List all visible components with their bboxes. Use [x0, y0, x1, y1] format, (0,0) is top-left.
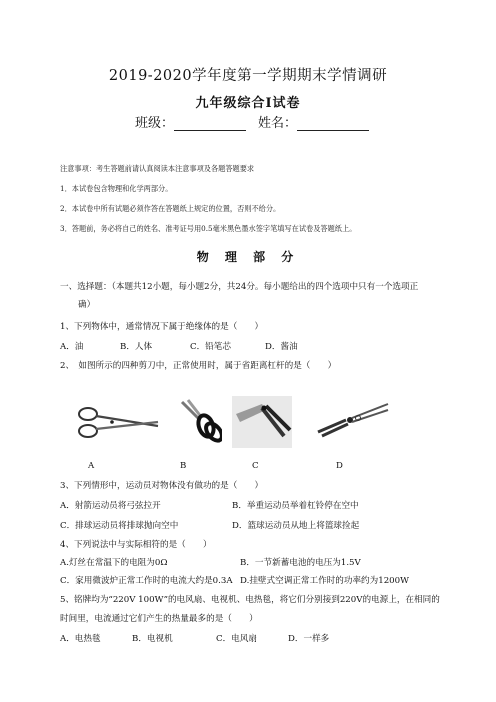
exam-subtitle: 九年级综合Ⅰ试卷 — [195, 96, 301, 111]
hedge-shears-icon — [316, 398, 390, 438]
q4-option-a: A.灯丝在常温下的电阻为0Ω — [60, 558, 168, 568]
q3-option-d: D．篮球运动员从地上将篮球捡起 — [232, 521, 360, 531]
q2-label-b: B — [180, 461, 187, 471]
notice-item: 1．本试卷包含物理和化学两部分。 — [60, 184, 173, 193]
notice-item: 2．本试卷中所有试题必须作答在答题纸上规定的位置，否则不给分。 — [60, 204, 281, 213]
q5-option-d: D．一样多 — [288, 634, 330, 644]
q4-option-d: D.挂壁式空调正常工作时的功率约为1200W — [240, 576, 409, 586]
q5-option-c: C．电风扇 — [216, 634, 257, 644]
q3-option-c: C．排球运动员将排球抛向空中 — [60, 521, 179, 531]
q4-option-c: C．家用微波炉正常工作时的电流大约是0.3A — [60, 576, 233, 586]
notice-item: 3．答题前，务必将自己的姓名、准考证号用0.5毫米黑色墨水签字笔填写在试卷及答题纸上。 — [60, 224, 357, 233]
q1-option-d: D．酱油 — [265, 342, 298, 352]
q2-label-d: D — [336, 461, 343, 471]
q5-option-b: B．电视机 — [132, 634, 173, 644]
q4-option-b: B．一节新蓄电池的电压为1.5V — [240, 558, 361, 568]
tin-snips-icon — [232, 396, 292, 448]
q1-option-b: B．人体 — [120, 342, 153, 352]
question-1-stem: 1、下列物体中，通常情况下属于绝缘体的是（ ） — [60, 322, 264, 332]
part-heading: 一、选择题：（本题共12小题，每小题2分，共24分。每小题给出的四个选项中只有一个选项正 — [60, 282, 419, 292]
question-5-stem-cont: 时间里，电流通过它们产生的热量最多的是（ ） — [60, 614, 258, 624]
name-label: 姓名： — [258, 116, 298, 131]
q2-label-a: A — [88, 461, 95, 471]
notice-heading: 注意事项：考生答题前请认真阅读本注意事项及各题答题要求 — [60, 164, 255, 173]
q3-option-a: A．射箭运动员将弓弦拉开 — [60, 501, 161, 511]
q5-option-a: A．电热毯 — [60, 634, 101, 644]
question-4-stem: 4、下列说法中与实际相符的是（ ） — [60, 540, 212, 550]
part-heading-cont: 确） — [78, 300, 96, 310]
class-field — [135, 112, 246, 131]
q3-option-b: B．举重运动员举着杠铃停在空中 — [232, 501, 359, 511]
scissors-icon — [76, 402, 160, 442]
q1-option-c: C．铅笔芯 — [190, 342, 231, 352]
question-2-stem: 2、 如图所示的四种剪刀中，正常使用时，属于省距离杠杆的是（ ） — [60, 361, 337, 371]
class-label: 班级： — [135, 116, 175, 131]
exam-title: 2019-2020学年度第一学期期末学情调研 — [108, 68, 388, 84]
q1-option-a: A．油 — [60, 342, 84, 352]
q2-label-c: C — [252, 461, 259, 471]
name-field — [258, 112, 369, 131]
name-blank — [297, 116, 369, 131]
section-title: 物 理 部 分 — [196, 250, 300, 264]
class-blank — [174, 116, 246, 131]
question-5-stem: 5、铭牌均为“220V 100W”的电风扇、电视机、电热毯，将它们分别接到220V的电源上，在相同的 — [60, 595, 440, 605]
question-3-stem: 3、下列情形中，运动员对物体没有做功的是（ ） — [60, 481, 264, 491]
shears-icon — [178, 396, 222, 444]
